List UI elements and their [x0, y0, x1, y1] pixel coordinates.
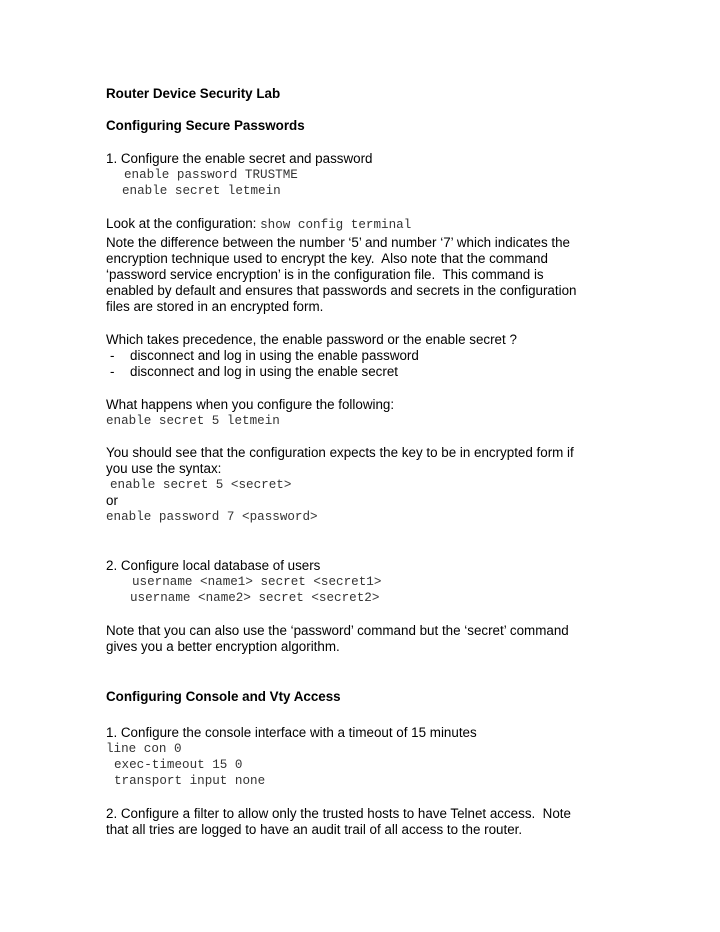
bullet-dash: - [110, 364, 115, 379]
cmd-transport-input: transport input none [114, 774, 266, 788]
bullet-dash: - [110, 348, 115, 363]
what-happens-text: What happens when you configure the following: [106, 397, 395, 412]
section-heading-console: Configuring Console and Vty Access [106, 689, 341, 704]
precedence-question: Which takes precedence, the enable password or the enable secret ? [106, 332, 517, 347]
cmd-username-1: username <name1> secret <secret1> [132, 575, 382, 589]
step-1-text: 1. Configure the enable secret and password [106, 151, 373, 166]
cmd-enable-password: enable password TRUSTME [124, 168, 298, 182]
cmd-username-2: username <name2> secret <secret2> [130, 591, 380, 605]
note2-line: gives you a better encryption algorithm. [106, 639, 340, 654]
document-title: Router Device Security Lab [106, 86, 281, 101]
note2-line: Note that you can also use the ‘password’ command but the ‘secret’ command [106, 623, 569, 638]
bullet-item [106, 348, 419, 364]
bullet-text: disconnect and log in using the enable password [130, 348, 419, 363]
note-line: ‘password service encryption’ is in the configuration file. This command is [106, 267, 544, 282]
bullet-text: disconnect and log in using the enable secret [130, 364, 398, 379]
bullet-item [106, 364, 398, 380]
should-see-line: you use the syntax: [106, 461, 222, 476]
should-see-line: You should see that the configuration expects the key to be in encrypted form if [106, 445, 574, 460]
cmd-enable-secret: enable secret letmein [122, 184, 281, 198]
note-line: enabled by default and ensures that passwords and secrets in the configuration [106, 283, 577, 298]
look-at-config [106, 216, 411, 233]
note-line: Note the difference between the number ‘5’ and number ‘7’ which indicates the [106, 235, 570, 250]
or-text: or [106, 493, 118, 508]
cmd-line-con: line con 0 [106, 742, 182, 756]
look-text: Look at the configuration: [106, 216, 261, 231]
cmd-enable-secret-5: enable secret 5 letmein [106, 414, 280, 428]
syntax-secret: enable secret 5 <secret> [110, 478, 292, 492]
section-heading-passwords: Configuring Secure Passwords [106, 118, 305, 133]
cmd-exec-timeout: exec-timeout 15 0 [114, 758, 243, 772]
syntax-password: enable password 7 <password> [106, 510, 318, 524]
look-cmd: show config terminal [260, 218, 412, 232]
console-step-1-text: 1. Configure the console interface with a timeout of 15 minutes [106, 725, 477, 740]
note-line: encryption technique used to encrypt the key. Also note that the command [106, 251, 548, 266]
console-step-2-line: 2. Configure a filter to allow only the trusted hosts to have Telnet access. Note [106, 806, 571, 821]
step-2-text: 2. Configure local database of users [106, 558, 321, 573]
note-line: files are stored in an encrypted form. [106, 299, 324, 314]
console-step-2-line: that all tries are logged to have an audit trail of all access to the router. [106, 822, 523, 837]
